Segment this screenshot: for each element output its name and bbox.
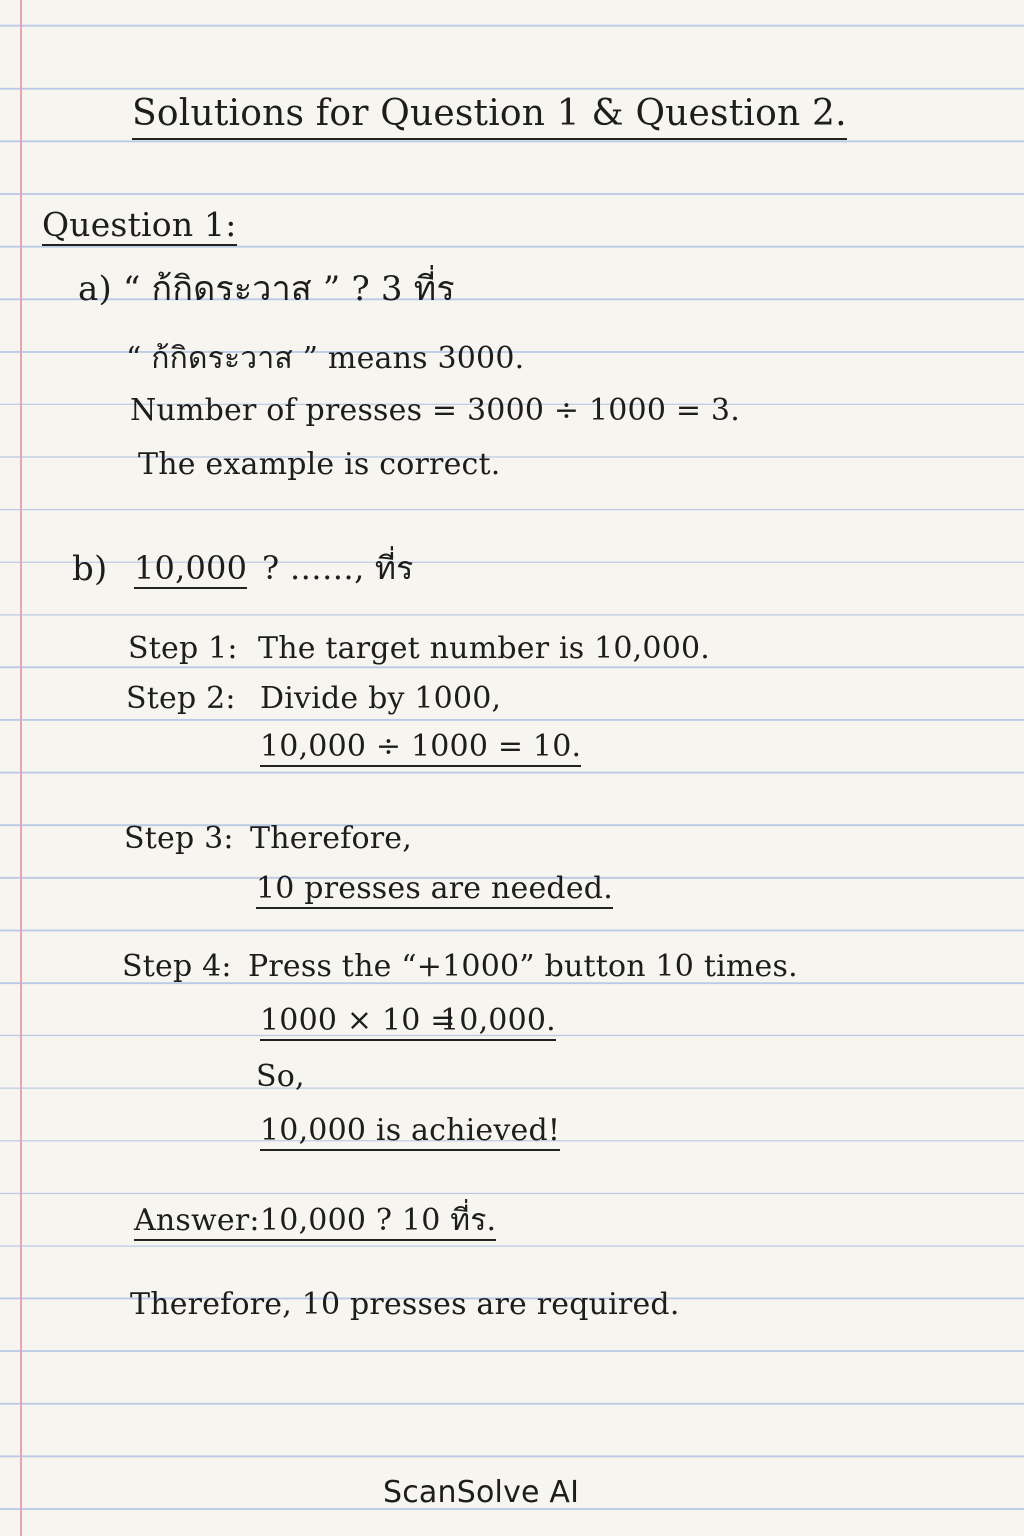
part-b-number: 10,000 [134,549,248,587]
step1-text: The target number is 10,000. [258,631,711,666]
step2-text: Divide by 1000, [260,681,502,716]
part-b-prompt: ? ……, ที่ร [262,549,414,587]
step3-label: Step 3: [124,821,234,856]
achieved-text: 10,000 is achieved! [260,1116,560,1151]
so-text: So, [256,1059,305,1094]
part-a-prompt: a) “ ก้กิดระวาส ” ? 3 ที่ร [78,269,455,309]
step4-calc-right: 10,000. [440,1006,556,1041]
footer-brand: ScanSolve AI [383,1475,580,1510]
question1-heading: Question 1: [42,205,237,244]
step2-calc: 10,000 ÷ 1000 = 10. [260,732,581,767]
conclusion-text: Therefore, 10 presses are required. [130,1287,680,1322]
answer-label: Answer: [134,1206,260,1241]
step2-label: Step 2: [126,681,236,716]
step3-text: Therefore, [250,821,412,856]
step4-calc-left: 1000 × 10 = [260,1006,456,1041]
part-a-line1: “ ก้กิดระวาส ” means 3000. [126,341,525,376]
step1-label: Step 1: [128,631,238,666]
step4-text: Press the “+1000” button 10 times. [248,949,798,984]
part-a-line3: The example is correct. [138,447,501,482]
answer-text: 10,000 ? 10 ที่ร. [260,1206,496,1241]
step3-result: 10 presses are needed. [256,874,613,909]
page-title: Solutions for Question 1 & Question 2. [132,96,847,140]
part-b-label: b) [72,549,108,589]
part-a-line2: Number of presses = 3000 ÷ 1000 = 3. [130,393,740,428]
step4-label: Step 4: [122,949,232,984]
margin-line [20,0,22,1536]
